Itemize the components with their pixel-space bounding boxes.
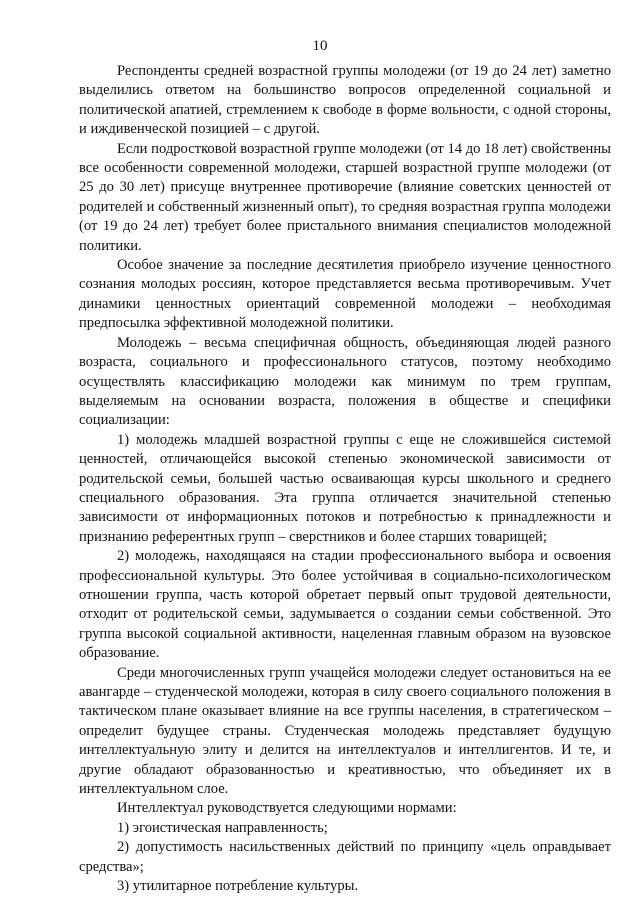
paragraph-intellectual-norms-intro: Интеллектуал руководствуется следующими нормами: (117, 800, 457, 817)
list-item-younger-group: 1) молодежь младшей возрастной группы с еще не сложившейся системой ценностей, отличающейся высокой степенью экономической зависимости от родительской семьи, большей частью осваивающая курсы школьного и среднего специального образования. Эта группа отличается значительной степенью зависимости от информационных потоков и потребностью к принадлежности и признанию референтных групп – сверстников и более старших товарищей; (79, 431, 611, 545)
paragraph-youth-classification: Молодежь – весьма специфичная общность, объединяющая людей разного возраста, социального и профессионального статусов, поэтому необходимо осуществлять классификацию молодежи как минимум по трем группам, выделяемым на основании возраста, положения в обществе и специфики социализации: (79, 334, 611, 429)
paragraph-age-groups-comparison: Если подростковой возрастной группе молодежи (от 14 до 18 лет) свойственны все особенности современной молодежи, старшей возрастной группе молодежи (от 25 до 30 лет) присуще внутреннее противоречие (влияние советских ценностей от родителей и собственный жизненный опыт), то средняя возрастная группа молодежи (от 19 до 24 лет) требует более пристального внимания специалистов молодежной политики. (79, 140, 611, 254)
list-item-professional-choice-group: 2) молодежь, находящаяся на стадии профессионального выбора и освоения профессиональной культуры. Это более устойчивая в социально-психологическом отношении группа, часть которой обретает первый опыт трудовой деятельности, отходит от родительской семьи, задумывается о создании семьи собственной. Это группа высокой социальной активности, нацеленная главным образом на вузовское образование. (79, 548, 611, 662)
list-item-norm-violence: 2) допустимость насильственных действий по принципу «цель оправдывает средства»; (79, 839, 611, 875)
paragraph-student-youth: Среди многочисленных групп учащейся молодежи следует остановиться на ее авангарде – студенческой молодежи, которая в силу своего социального положения в тактическом плане оказывает влияние на все группы населения, в стратегическом – определит будущее страны. Студенческая молодежь представляет будущую интеллектуальную элиту и делится на интеллектуалов и интеллигентов. И те, и другие обладают образованностью и креативностью, что объединяет их в интеллектуальном слое. (79, 664, 611, 798)
list-item-norm-egoistic: 1) эгоистическая направленность; (117, 819, 328, 836)
paragraph-middle-age-group: Респонденты средней возрастной группы молодежи (от 19 до 24 лет) заметно выделились ответом на большинство вопросов определенной социальной и политической апатией, стремлением к свободе в форме вольности, с одной стороны, и иждивенческой позицией – с другой. (79, 63, 611, 138)
paragraph-value-consciousness: Особое значение за последние десятилетия приобрело изучение ценностного сознания молодых россиян, которое представляется весьма противоречивым. Учет динамики ценностных ориентаций современной молодежи – необходимая предпосылка эффективной молодежной политики. (79, 257, 611, 332)
page-number: 10 (312, 38, 328, 54)
document-body (79, 62, 611, 896)
list-item-norm-utilitarian: 3) утилитарное потребление культуры. (117, 878, 359, 895)
